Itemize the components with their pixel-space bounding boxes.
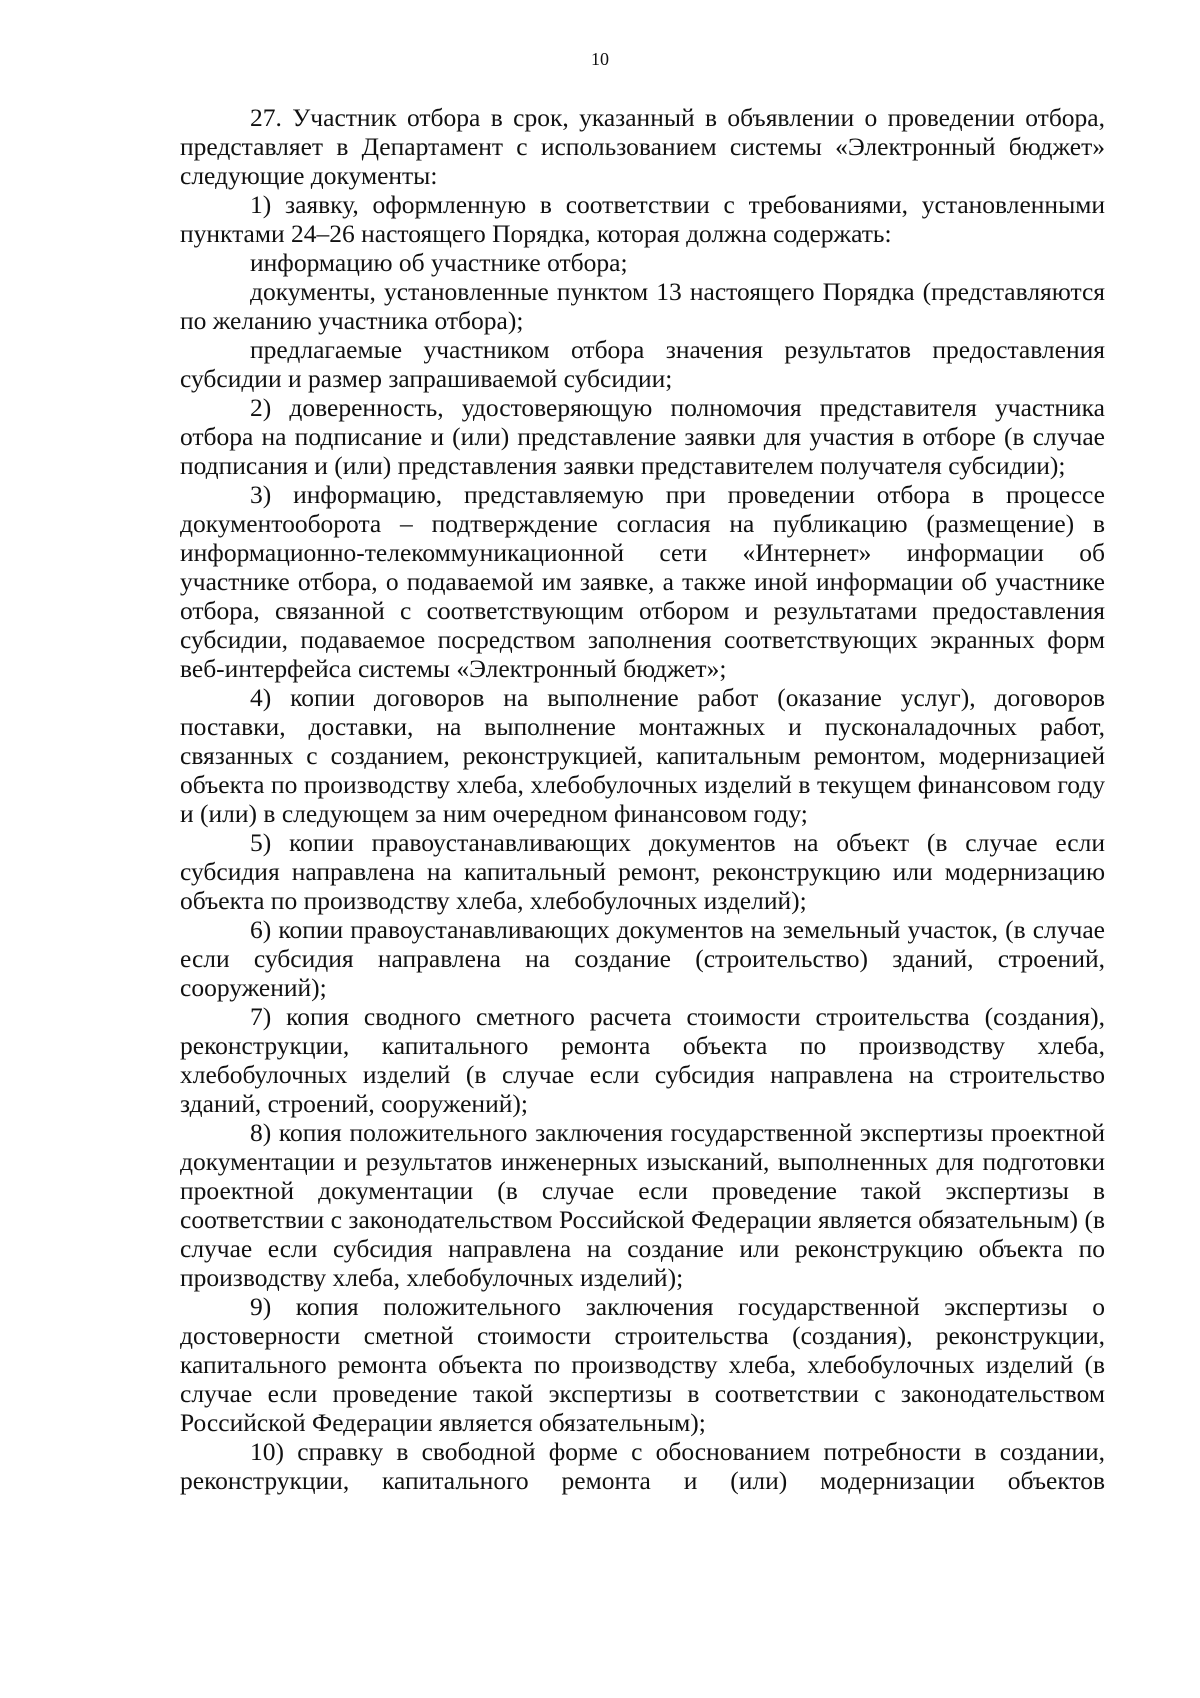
paragraph-participant-info: информацию об участнике отбора; bbox=[250, 248, 628, 277]
paragraph-subitem-2: 2) доверенность, удостоверяющую полномочия представителя участника отбора на подписание и (или) представление заявки для участия в отборе (в случае подписания и (или) представления заявки представителем получателя субсидии); bbox=[180, 393, 1105, 480]
paragraph-subitem-3: 3) информацию, представляемую при проведении отбора в процессе документооборота – подтверждение согласия на публикацию (размещение) в информационно-телекоммуникационной сети «Интернет» информации об участнике отбора, о подаваемой им заявке, а также иной информации об участнике отбора, связанной с соответствующим отбором и результатами предоставления субсидии, подаваемое посредством заполнения соответствующих экранных форм веб-интерфейса системы «Электронный бюджет»; bbox=[180, 480, 1105, 683]
paragraph-subitem-8: 8) копия положительного заключения государственной экспертизы проектной документации и результатов инженерных изысканий, выполненных для подготовки проектной документации (в случае если проведение такой экспертизы в соответствии с законодательством Российской Федерации является обязательным) (в случае если субсидия направлена на создание или реконструкцию объекта по производству хлеба, хлебобулочных изделий); bbox=[180, 1118, 1105, 1292]
page-number: 10 bbox=[591, 49, 609, 69]
paragraph-documents: документы, установленные пунктом 13 настоящего Порядка (представляются по желанию участника отбора); bbox=[180, 277, 1105, 335]
paragraph-subitem-9: 9) копия положительного заключения государственной экспертизы о достоверности сметной стоимости строительства (создания), реконструкции, капитального ремонта объекта по производству хлеба, хлебобулочных изделий (в случае если проведение такой экспертизы в соответствии с законодательством Российской Федерации является обязательным); bbox=[180, 1292, 1105, 1437]
paragraph-item-27: 27. Участник отбора в срок, указанный в объявлении о проведении отбора, представляет в Департамент с использованием системы «Электронный бюджет» следующие документы: bbox=[180, 103, 1105, 190]
paragraph-subitem-5: 5) копии правоустанавливающих документов на объект (в случае если субсидия направлена на капитальный ремонт, реконструкцию или модернизацию объекта по производству хлеба, хлебобулочных изделий); bbox=[180, 828, 1105, 915]
paragraph-subitem-4: 4) копии договоров на выполнение работ (оказание услуг), договоров поставки, доставки, на выполнение монтажных и пусконаладочных работ, связанных с созданием, реконструкцией, капитальным ремонтом, модернизацией объекта по производству хлеба, хлебобулочных изделий в текущем финансовом году и (или) в следующем за ним очередном финансовом году; bbox=[180, 683, 1105, 828]
paragraph-subitem-6: 6) копии правоустанавливающих документов на земельный участок, (в случае если субсидия направлена на создание (строительство) зданий, строений, сооружений); bbox=[180, 915, 1105, 1002]
document-body bbox=[180, 103, 1105, 1495]
paragraph-subitem-7: 7) копия сводного сметного расчета стоимости строительства (создания), реконструкции, капитального ремонта объекта по производству хлеба, хлебобулочных изделий (в случае если субсидия направлена на строительство зданий, строений, сооружений); bbox=[180, 1002, 1105, 1118]
paragraph-proposed-values: предлагаемые участником отбора значения результатов предоставления субсидии и размер запрашиваемой субсидии; bbox=[180, 335, 1105, 393]
paragraph-subitem-10: 10) справку в свободной форме с обоснованием потребности в создании, реконструкции, капитального ремонта и (или) модернизации объектов bbox=[180, 1437, 1105, 1495]
paragraph-subitem-1: 1) заявку, оформленную в соответствии с требованиями, установленными пунктами 24–26 настоящего Порядка, которая должна содержать: bbox=[180, 190, 1105, 248]
